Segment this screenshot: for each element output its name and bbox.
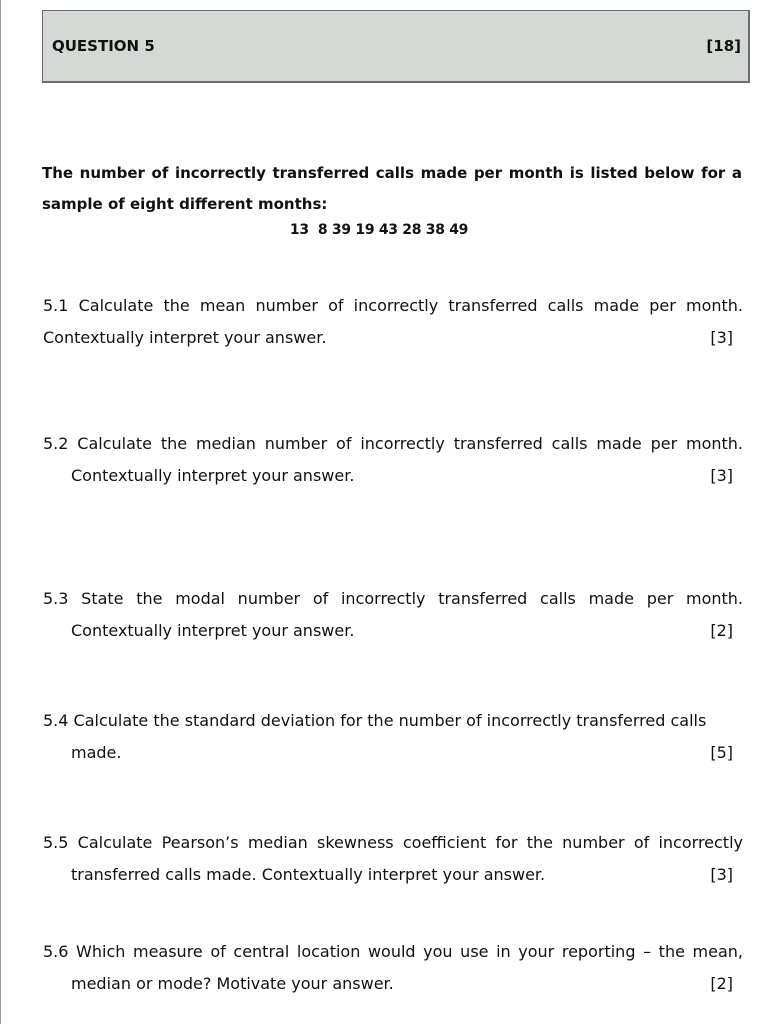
question-marks: [2] bbox=[710, 621, 733, 640]
question-marks: [5] bbox=[710, 743, 733, 762]
question-title: QUESTION 5 bbox=[52, 37, 155, 55]
question-line1: 5.6 Which measure of central location would you use in your reporting – the mean, bbox=[43, 942, 743, 961]
question-line1: 5.4 Calculate the standard deviation for the number of incorrectly transferred calls bbox=[43, 711, 707, 730]
question-line1: 5.1 Calculate the mean number of incorrectly transferred calls made per month. bbox=[43, 296, 743, 315]
question-5-3 bbox=[43, 583, 743, 647]
question-5-6 bbox=[43, 936, 743, 1000]
question-line2: transferred calls made. Contextually interpret your answer. bbox=[71, 865, 546, 884]
page-left-edge bbox=[0, 0, 1, 1024]
question-5-1 bbox=[43, 290, 743, 354]
question-marks: [3] bbox=[710, 328, 733, 347]
question-line2: Contextually interpret your answer. bbox=[43, 328, 327, 347]
question-header bbox=[42, 10, 750, 83]
question-line2: Contextually interpret your answer. bbox=[71, 621, 355, 640]
question-line2: Contextually interpret your answer. bbox=[71, 466, 355, 485]
question-5-4 bbox=[43, 705, 743, 769]
question-marks: [2] bbox=[710, 974, 733, 993]
question-intro: The number of incorrectly transferred calls made per month is listed below for a sample of eight different months: bbox=[42, 164, 742, 213]
question-line2: made. bbox=[71, 743, 122, 762]
question-line1: 5.3 State the modal number of incorrectly transferred calls made per month. bbox=[43, 589, 743, 608]
data-values: 13 8 39 19 43 28 38 49 bbox=[289, 222, 469, 238]
question-line1: 5.5 Calculate Pearson’s median skewness coefficient for the number of incorrectly bbox=[43, 833, 743, 852]
question-marks: [3] bbox=[710, 466, 733, 485]
question-total-marks: [18] bbox=[706, 37, 741, 55]
question-5-5 bbox=[43, 827, 743, 891]
question-marks: [3] bbox=[710, 865, 733, 884]
question-line1: 5.2 Calculate the median number of incorrectly transferred calls made per month. bbox=[43, 434, 743, 453]
question-5-2 bbox=[43, 428, 743, 492]
question-line2: median or mode? Motivate your answer. bbox=[71, 974, 394, 993]
